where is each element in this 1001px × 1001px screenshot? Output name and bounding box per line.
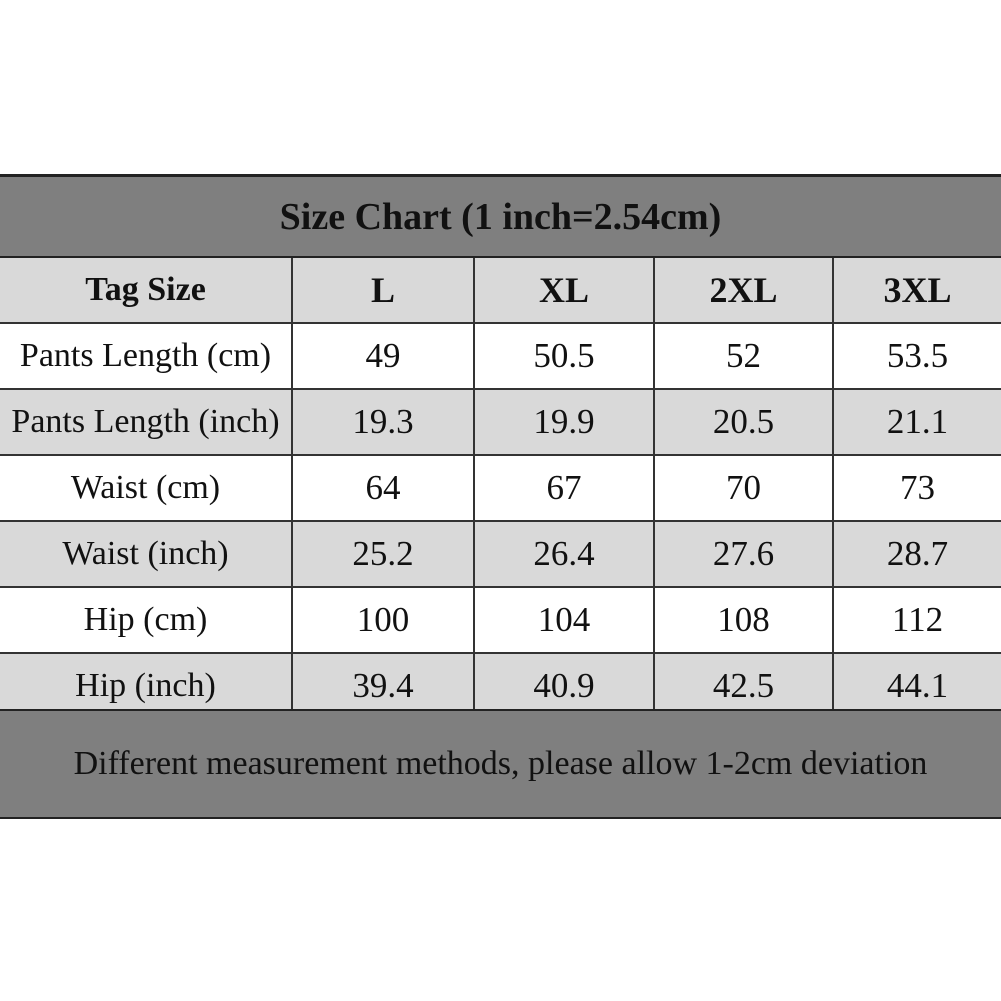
chart-title: Size Chart (1 inch=2.54cm)	[0, 177, 1001, 258]
table-cell: 100	[292, 587, 474, 653]
table-cell: 70	[654, 455, 833, 521]
table-row	[0, 521, 1001, 587]
table-cell: 19.9	[474, 389, 654, 455]
row-label: Pants Length (cm)	[0, 323, 292, 389]
table-cell: 21.1	[833, 389, 1001, 455]
table-cell: 44.1	[833, 653, 1001, 719]
table-cell: 67	[474, 455, 654, 521]
header-cell-l: L	[292, 258, 474, 323]
table-cell: 53.5	[833, 323, 1001, 389]
header-cell-3xl: 3XL	[833, 258, 1001, 323]
deviation-note: Different measurement methods, please allow 1-2cm deviation	[0, 709, 1001, 817]
table-cell: 104	[474, 587, 654, 653]
row-label: Hip (inch)	[0, 653, 292, 719]
table-cell: 73	[833, 455, 1001, 521]
header-row	[0, 258, 1001, 323]
table-cell: 27.6	[654, 521, 833, 587]
size-chart	[0, 174, 1001, 819]
header-cell-2xl: 2XL	[654, 258, 833, 323]
table-cell: 39.4	[292, 653, 474, 719]
table-row	[0, 587, 1001, 653]
header-cell-tag-size: Tag Size	[0, 258, 292, 323]
row-label: Pants Length (inch)	[0, 389, 292, 455]
table-cell: 50.5	[474, 323, 654, 389]
row-label: Waist (inch)	[0, 521, 292, 587]
table-cell: 112	[833, 587, 1001, 653]
row-label: Waist (cm)	[0, 455, 292, 521]
table-cell: 42.5	[654, 653, 833, 719]
table-cell: 26.4	[474, 521, 654, 587]
table-cell: 19.3	[292, 389, 474, 455]
table-cell: 108	[654, 587, 833, 653]
table-cell: 25.2	[292, 521, 474, 587]
row-label: Hip (cm)	[0, 587, 292, 653]
table-cell: 49	[292, 323, 474, 389]
header-cell-xl: XL	[474, 258, 654, 323]
table-row	[0, 389, 1001, 455]
table-cell: 20.5	[654, 389, 833, 455]
table-cell: 64	[292, 455, 474, 521]
table-cell: 28.7	[833, 521, 1001, 587]
size-table	[0, 258, 1001, 720]
table-cell: 52	[654, 323, 833, 389]
table-row	[0, 323, 1001, 389]
table-cell: 40.9	[474, 653, 654, 719]
table-row	[0, 455, 1001, 521]
